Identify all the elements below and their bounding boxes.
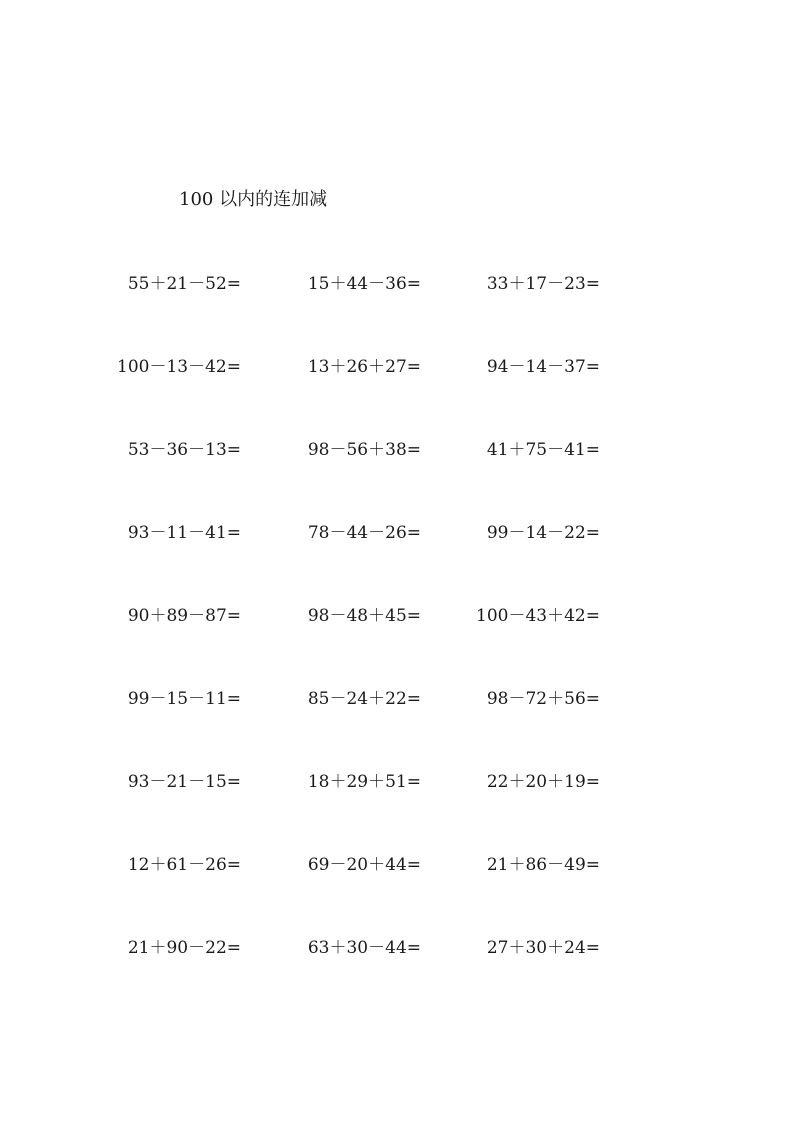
math-problem: 21＋86－49= — [486, 855, 600, 875]
math-problem: 18＋29＋51= — [307, 772, 421, 792]
math-problem: 12＋61－26= — [127, 855, 241, 875]
math-problem: 93－11－41= — [127, 523, 241, 543]
math-problem: 94－14－37= — [486, 357, 600, 377]
math-problem: 33＋17－23= — [486, 274, 600, 294]
math-problem: 98－56＋38= — [307, 440, 421, 460]
math-problem: 85－24＋22= — [307, 689, 421, 709]
math-problem: 90＋89－87= — [127, 606, 241, 626]
math-problem: 93－21－15= — [127, 772, 241, 792]
math-problem: 27＋30＋24= — [486, 938, 600, 958]
math-problem: 99－15－11= — [127, 689, 241, 709]
math-problem: 53－36－13= — [127, 440, 241, 460]
math-problem: 69－20＋44= — [307, 855, 421, 875]
math-problem: 15＋44－36= — [307, 274, 421, 294]
math-problem: 63＋30－44= — [307, 938, 421, 958]
math-problem: 99－14－22= — [486, 523, 600, 543]
math-problem: 78－44－26= — [307, 523, 421, 543]
math-problem: 98－72＋56= — [486, 689, 600, 709]
worksheet-title: 100 以内的连加减 — [179, 189, 328, 210]
math-problem: 41＋75－41= — [486, 440, 600, 460]
math-problem: 100－13－42= — [117, 357, 241, 377]
math-problem: 98－48＋45= — [307, 606, 421, 626]
math-problem: 13＋26＋27= — [307, 357, 421, 377]
math-problem: 22＋20＋19= — [486, 772, 600, 792]
math-problem: 100－43＋42= — [476, 606, 600, 626]
math-problem: 55＋21－52= — [127, 274, 241, 294]
math-problem: 21＋90－22= — [127, 938, 241, 958]
